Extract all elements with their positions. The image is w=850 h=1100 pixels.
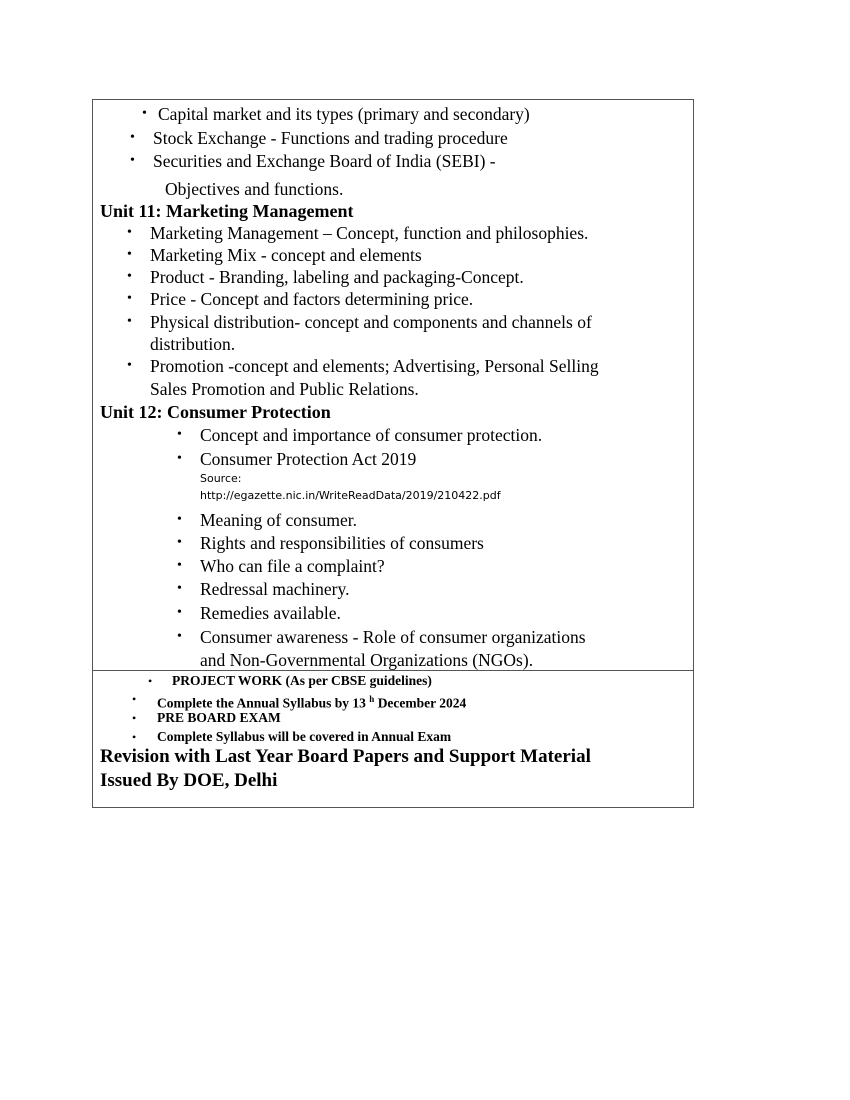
date-superscript: h [369, 694, 375, 704]
bullet-icon: • [132, 692, 137, 706]
bullet-icon: • [127, 225, 132, 240]
list-item: Physical distribution- concept and components and channels of [150, 312, 592, 332]
list-item: Meaning of consumer. [200, 510, 357, 530]
bullet-icon: • [177, 558, 182, 573]
bullet-icon: • [177, 451, 182, 466]
list-item-continuation: Objectives and functions. [165, 179, 344, 199]
list-item: Stock Exchange - Functions and trading procedure [153, 128, 508, 148]
bullet-icon: • [127, 358, 132, 373]
bullet-icon: • [177, 427, 182, 442]
bullet-icon: • [127, 291, 132, 306]
issued-by-note: Issued By DOE, Delhi [100, 770, 278, 791]
bullet-icon: • [127, 314, 132, 329]
bullet-icon: • [177, 581, 182, 596]
note-date: December 2024 [374, 695, 467, 711]
bullet-icon: • [132, 730, 137, 744]
list-item: Concept and importance of consumer protection. [200, 425, 543, 445]
list-item-continuation: Sales Promotion and Public Relations. [150, 379, 419, 399]
note-text: Complete the Annual Syllabus by 13 [157, 695, 366, 711]
list-item: Consumer awareness - Role of consumer organizations [200, 627, 586, 647]
list-item-continuation: distribution. [150, 334, 236, 354]
bullet-icon: • [148, 674, 153, 688]
bullet-icon: • [130, 153, 135, 168]
revision-note: Revision with Last Year Board Papers and Support Material [100, 746, 591, 767]
unit-heading: Unit 11: Marketing Management [100, 201, 354, 221]
note-item: PRE BOARD EXAM [157, 710, 281, 725]
bullet-icon: • [177, 535, 182, 550]
bullet-icon: • [142, 106, 147, 121]
list-item: Promotion -concept and elements; Advertising, Personal Selling [150, 356, 599, 376]
list-item: Capital market and its types (primary and secondary) [158, 104, 530, 124]
bullet-icon: • [130, 130, 135, 145]
list-item: Securities and Exchange Board of India (SEBI) - [153, 151, 496, 171]
note-item: PROJECT WORK (As per CBSE guidelines) [172, 673, 432, 688]
list-item: Product - Branding, labeling and packaging-Concept. [150, 267, 524, 287]
list-item: Remedies available. [200, 603, 341, 623]
list-item: Rights and responsibilities of consumers [200, 533, 484, 553]
list-item-continuation: and Non-Governmental Organizations (NGOs). [200, 650, 534, 670]
list-item: Marketing Management – Concept, function and philosophies. [150, 223, 589, 243]
list-item: Consumer Protection Act 2019 [200, 449, 417, 469]
source-link[interactable]: http://egazette.nic.in/WriteReadData/2019/210422.pdf [200, 489, 501, 502]
bullet-icon: • [177, 512, 182, 527]
bullet-icon: • [127, 247, 132, 262]
list-item: Marketing Mix - concept and elements [150, 245, 422, 265]
list-item: Price - Concept and factors determining price. [150, 289, 474, 309]
list-item: Who can file a complaint? [200, 556, 385, 576]
source-label: Source: [200, 472, 242, 485]
bullet-icon: • [177, 629, 182, 644]
note-item: Complete Syllabus will be covered in Annual Exam [157, 729, 452, 744]
unit-heading: Unit 12: Consumer Protection [100, 402, 331, 422]
bullet-icon: • [127, 269, 132, 284]
bullet-icon: • [177, 605, 182, 620]
bullet-icon: • [132, 711, 137, 725]
list-item: Redressal machinery. [200, 579, 350, 599]
